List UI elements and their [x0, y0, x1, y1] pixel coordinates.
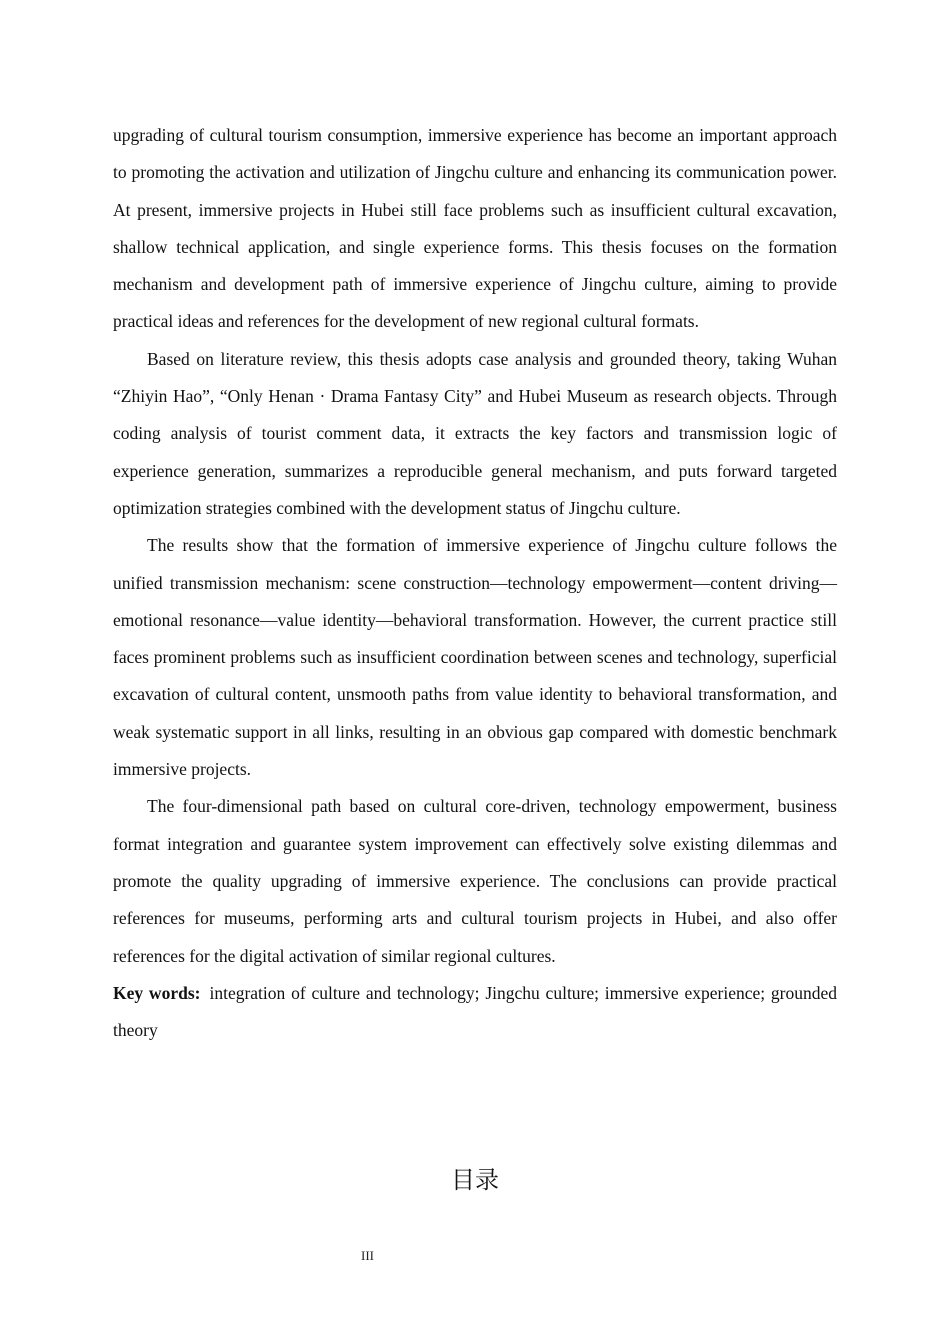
abstract-body: [113, 117, 837, 1049]
abstract-paragraph-3: The results show that the formation of immersive experience of Jingchu culture follows the unified transmission mechanism: scene construction—technology empowerment—content driving—emotional resonance—value identity—behavioral transformation. However, the current practice still faces prominent problems such as insufficient coordination between scenes and technology, superficial excavation of cultural content, unsmooth paths from value identity to behavioral transformation, and weak systematic support in all links, resulting in an obvious gap compared with domestic benchmark immersive projects.: [113, 535, 837, 780]
keywords-label: Key words:: [113, 982, 201, 1003]
keywords-text: integration of culture and technology; Jingchu culture; immersive experience; grounded theory: [113, 982, 838, 1041]
abstract-paragraph-4: The four-dimensional path based on cultural core-driven, technology empowerment, business format integration and guarantee system improvement can effectively solve existing dilemmas and promote the quality upgrading of immersive experience. The conclusions can provide practical references for museums, performing arts and cultural tourism projects in Hubei, and also offer references for the digital activation of similar regional cultures.: [113, 796, 837, 966]
abstract-paragraph-1: upgrading of cultural tourism consumption, immersive experience has become an important approach to promoting the activation and utilization of Jingchu culture and enhancing its communication power. At present, immersive projects in Hubei still face problems such as insufficient cultural excavation, shallow technical application, and single experience forms. This thesis focuses on the formation mechanism and development path of immersive experience of Jingchu culture, aiming to provide practical ideas and references for the development of new regional cultural formats.: [113, 125, 837, 332]
abstract-paragraph-2: Based on literature review, this thesis adopts case analysis and grounded theory, taking Wuhan “Zhiyin Hao”, “Only Henan · Drama Fantasy City” and Hubei Museum as research objects. Through coding analysis of tourist comment data, it extracts the key factors and transmission logic of experience generation, summarizes a reproducible general mechanism, and puts forward targeted optimization strategies combined with the development status of Jingchu culture.: [113, 348, 837, 518]
toc-title: 目录: [451, 1166, 499, 1194]
keywords-line: [113, 975, 837, 1050]
page-number: III: [361, 1248, 374, 1263]
